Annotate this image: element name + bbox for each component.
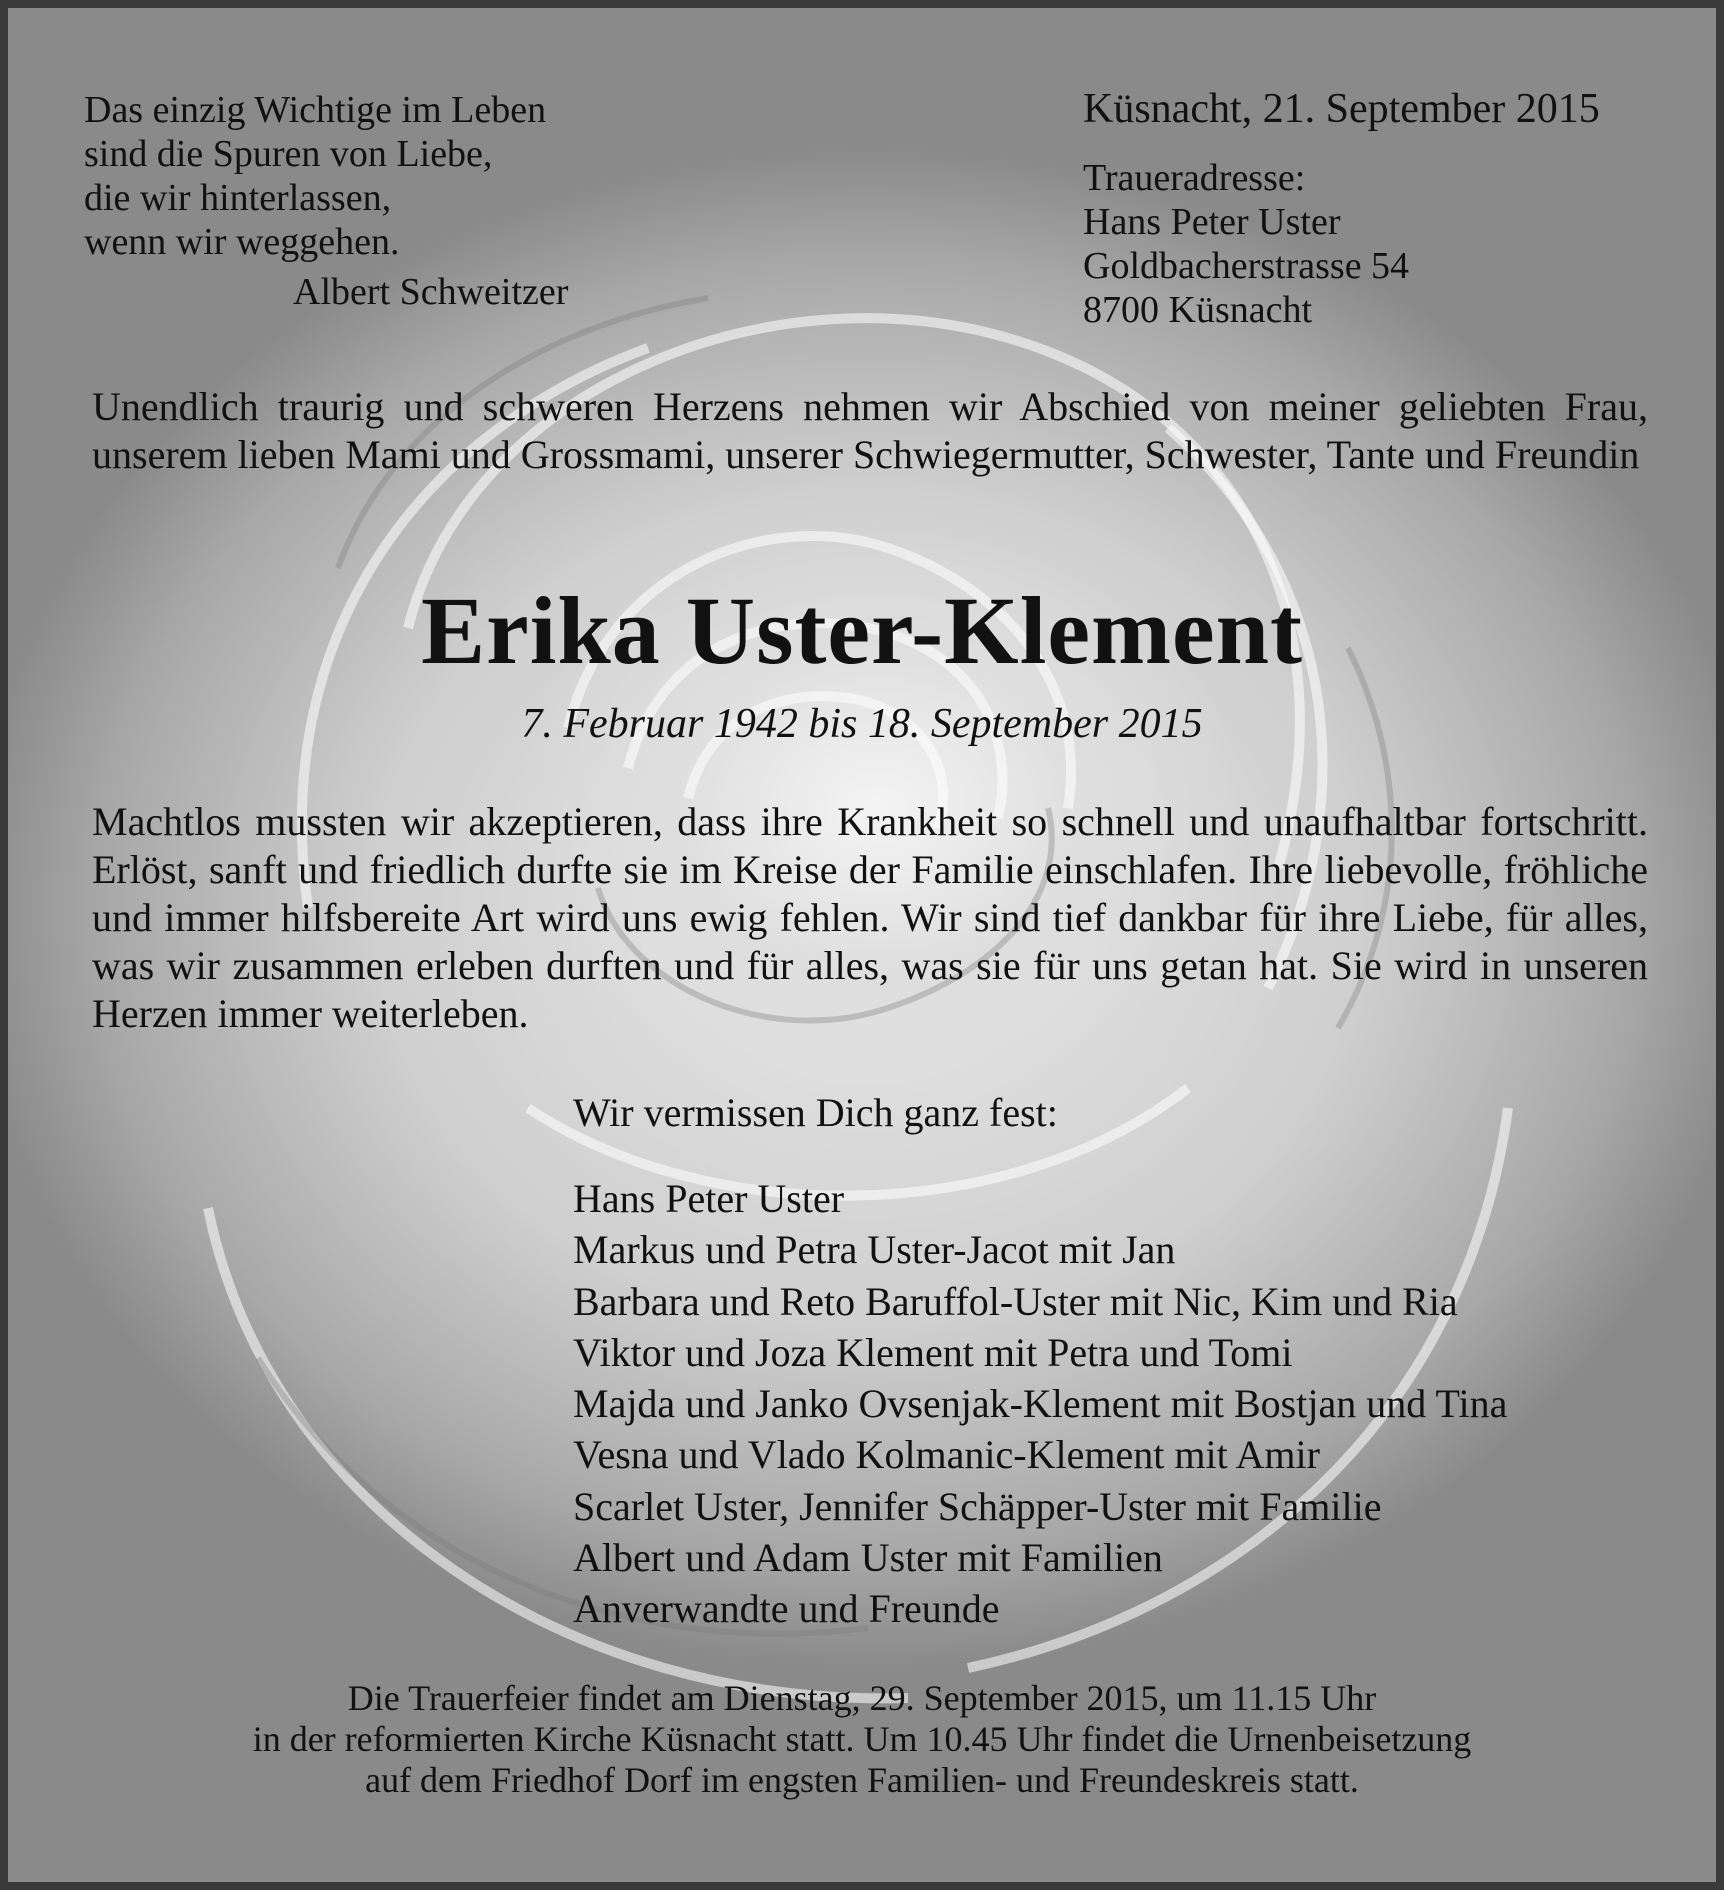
mourning-address — [1083, 156, 1643, 332]
address-label: Traueradresse: — [1083, 157, 1306, 199]
quote-line: wenn wir weggehen. — [84, 221, 400, 263]
quote-author: Albert Schweitzer — [293, 271, 569, 313]
mourner-entry: Anverwandte und Freunde — [573, 1586, 1000, 1632]
mourners-heading: Wir vermissen Dich ganz fest: — [573, 1090, 1058, 1135]
service-line: auf dem Friedhof Dorf im engsten Familien- und Freundeskreis statt. — [365, 1760, 1359, 1800]
address-line: Hans Peter Uster — [1083, 201, 1341, 243]
address-line: Goldbacherstrasse 54 — [1083, 245, 1410, 287]
quote-block — [84, 88, 644, 264]
place-date: Küsnacht, 21. September 2015 — [1083, 86, 1600, 132]
service-line: Die Trauerfeier findet am Dienstag, 29. September 2015, um 11.15 Uhr — [347, 1678, 1377, 1718]
service-announcement — [8, 1678, 1716, 1801]
deceased-name: Erika Uster-Klement — [421, 577, 1303, 684]
body-paragraph: Machtlos mussten wir akzeptieren, dass ihre Krankheit so schnell und unaufhaltbar fortschritt. Erlöst, sanft und friedlich durfte sie im Kreise der Familie einschlafen. Ihre liebevolle, fröhliche und immer hilfsbereite Art wird uns ewig fehlen. Wir sind tief dankbar für ihre Liebe, für alles, was wir zusammen erleben durften und für alles, was sie für uns getan hat. Sie wird in unseren Herzen immer weiterleben. — [92, 799, 1648, 1036]
address-line: 8700 Küsnacht — [1083, 289, 1313, 331]
mourner-entry: Majda und Janko Ovsenjak-Klement mit Bostjan und Tina — [573, 1381, 1508, 1427]
mourners-list — [573, 1173, 1507, 1635]
quote-line: Das einzig Wichtige im Leben — [84, 89, 547, 131]
intro-paragraph: Unendlich traurig und schweren Herzens nehmen wir Abschied von meiner geliebten Frau, unserem lieben Mami und Grossmami, unserer Schwiegermutter, Schwester, Tante und Freundin — [92, 384, 1648, 477]
mourner-entry: Scarlet Uster, Jennifer Schäpper-Uster mit Familie — [573, 1483, 1382, 1529]
mourner-entry: Viktor und Joza Klement mit Petra und Tomi — [573, 1329, 1293, 1375]
mourner-entry: Albert und Adam Uster mit Familien — [573, 1535, 1163, 1581]
mourner-entry: Barbara und Reto Baruffol-Uster mit Nic, Kim und Ria — [573, 1278, 1458, 1324]
mourner-entry: Markus und Petra Uster-Jacot mit Jan — [573, 1227, 1176, 1273]
service-line: in der reformierten Kirche Küsnacht statt. Um 10.45 Uhr findet die Urnenbeisetzung — [252, 1719, 1472, 1759]
quote-line: die wir hinterlassen, — [84, 177, 392, 219]
life-dates: 7. Februar 1942 bis 18. September 2015 — [521, 701, 1203, 747]
quote-line: sind die Spuren von Liebe, — [84, 133, 493, 175]
mourner-entry: Hans Peter Uster — [573, 1176, 845, 1221]
mourner-entry: Vesna und Vlado Kolmanic-Klement mit Amir — [573, 1432, 1320, 1478]
